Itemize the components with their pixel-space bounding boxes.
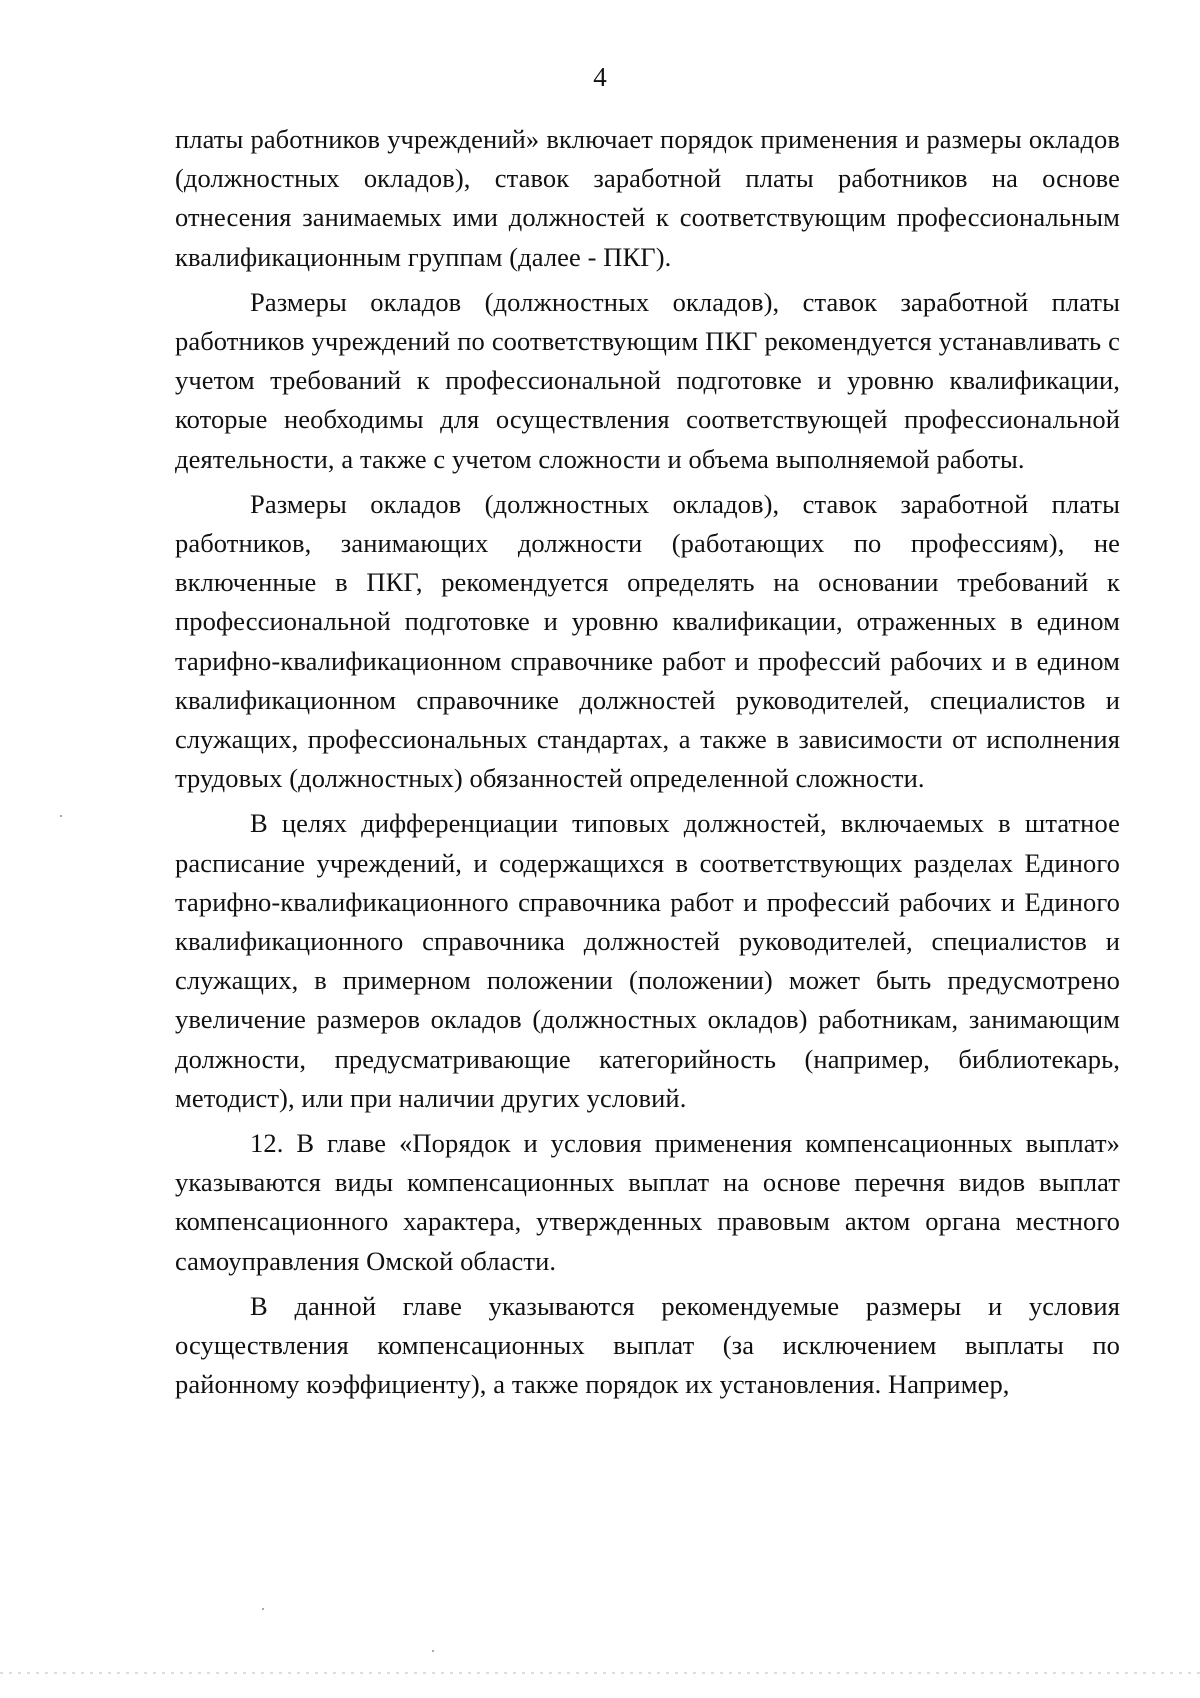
paragraph-item-12: 12. В главе «Порядок и условия применения компенсационных выплат» указываются виды компенсационных выплат на основе перечня видов выплат компенсационного характера, утвержденных правовым актом органа местного самоуправления Омской области.: [175, 1128, 1120, 1276]
paragraph-continuation: платы работников учреждений» включает порядок применения и размеры окладов (должностных окладов), ставок заработной платы работников на основе отнесения занимаемых ими должностей к соответствующим профессиональным квалификационным группам (далее - ПКГ).: [175, 124, 1120, 272]
document-body: [175, 120, 1120, 1411]
paragraph-salary-sizes-pkg: Размеры окладов (должностных окладов), ставок заработной платы работников учреждений по соответствующим ПКГ рекомендуется устанавливать с учетом требований к профессиональной подготовке и уровню квалификации, которые необходимы для осуществления соответствующей профессиональной деятельности, а также с учетом сложности и объема выполняемой работы.: [175, 286, 1120, 474]
paragraph-compensation-details: В данной главе указываются рекомендуемые размеры и условия осуществления компенсационных выплат (за исключением выплаты по районному коэффициенту), а также порядок их установления. Например,: [175, 1290, 1120, 1400]
scan-artifact-dot: [262, 1608, 264, 1610]
scan-artifact-line: [0, 1672, 1200, 1674]
paragraph-differentiation: В целях дифференциации типовых должностей, включаемых в штатное расписание учреждений, и содержащихся в соответствующих разделах Единого тарифно-квалификационного справочника работ и профессий рабочих и Единого квалификационного справочника должностей руководителей, специалистов и служащих, в примерном положении (положении) может быть предусмотрено увеличение размеров окладов (должностных окладов) работникам, занимающим должности, предусматривающие категорийность (например, библиотекарь, методист), или при наличии других условий.: [175, 808, 1120, 1113]
scan-artifact-dot: [432, 1650, 434, 1652]
page-number: 4: [593, 62, 607, 92]
scan-artifact-dot: [60, 815, 62, 817]
paragraph-salary-sizes-non-pkg: Размеры окладов (должностных окладов), ставок заработной платы работников, занимающих должности (работающих по профессиям), не включенные в ПКГ, рекомендуется определять на основании требований к профессиональной подготовке и уровню квалификации, отраженных в едином тарифно-квалификационном справочнике работ и профессий рабочих и в едином квалификационном справочнике должностей руководителей, специалистов и служащих, профессиональных стандартах, а также в зависимости от исполнения трудовых (должностных) обязанностей определенной сложности.: [175, 488, 1120, 794]
